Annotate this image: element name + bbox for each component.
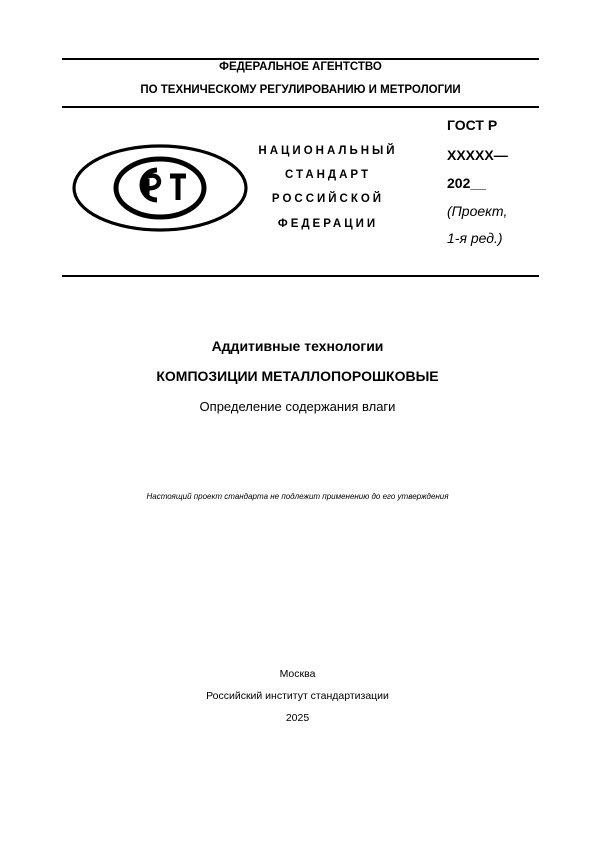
document-title-topic: Аддитивные технологии — [211, 338, 384, 354]
imprint-city: Москва — [279, 668, 316, 680]
national-standard-line-3: РОССИЙСКОЙ — [271, 193, 385, 205]
designation-edition: 1-я ред.) — [447, 230, 503, 246]
national-standard-line-4: ФЕДЕРАЦИИ — [277, 218, 379, 230]
document-title-sub: Определение содержания влаги — [199, 399, 396, 414]
agency-line-1: ФЕДЕРАЛЬНОЕ АГЕНТСТВО — [219, 61, 382, 73]
top-rule — [62, 58, 539, 60]
imprint-publisher: Российский институт стандартизации — [206, 690, 389, 702]
imprint-year: 2025 — [285, 712, 310, 724]
agency-rule — [62, 106, 539, 108]
draft-notice: Настоящий проект стандарта не подлежит применению до его утверждения — [146, 492, 449, 501]
national-standard-line-1: НАЦИОНАЛЬНЫЙ — [258, 145, 398, 157]
designation-draft: (Проект, — [447, 203, 508, 219]
designation-number: XXXXX— — [447, 147, 508, 163]
designation-gost: ГОСТ Р — [447, 117, 498, 133]
national-standard-line-2: СТАНДАРТ — [285, 169, 371, 181]
document-title-main: КОМПОЗИЦИИ МЕТАЛЛОПОРОШКОВЫЕ — [156, 368, 439, 384]
agency-line-2: ПО ТЕХНИЧЕСКОМУ РЕГУЛИРОВАНИЮ И МЕТРОЛОГИИ — [140, 84, 461, 96]
rst-certification-mark-icon — [70, 143, 250, 233]
designation-year: 202__ — [447, 175, 486, 191]
header-bottom-rule — [62, 275, 539, 277]
